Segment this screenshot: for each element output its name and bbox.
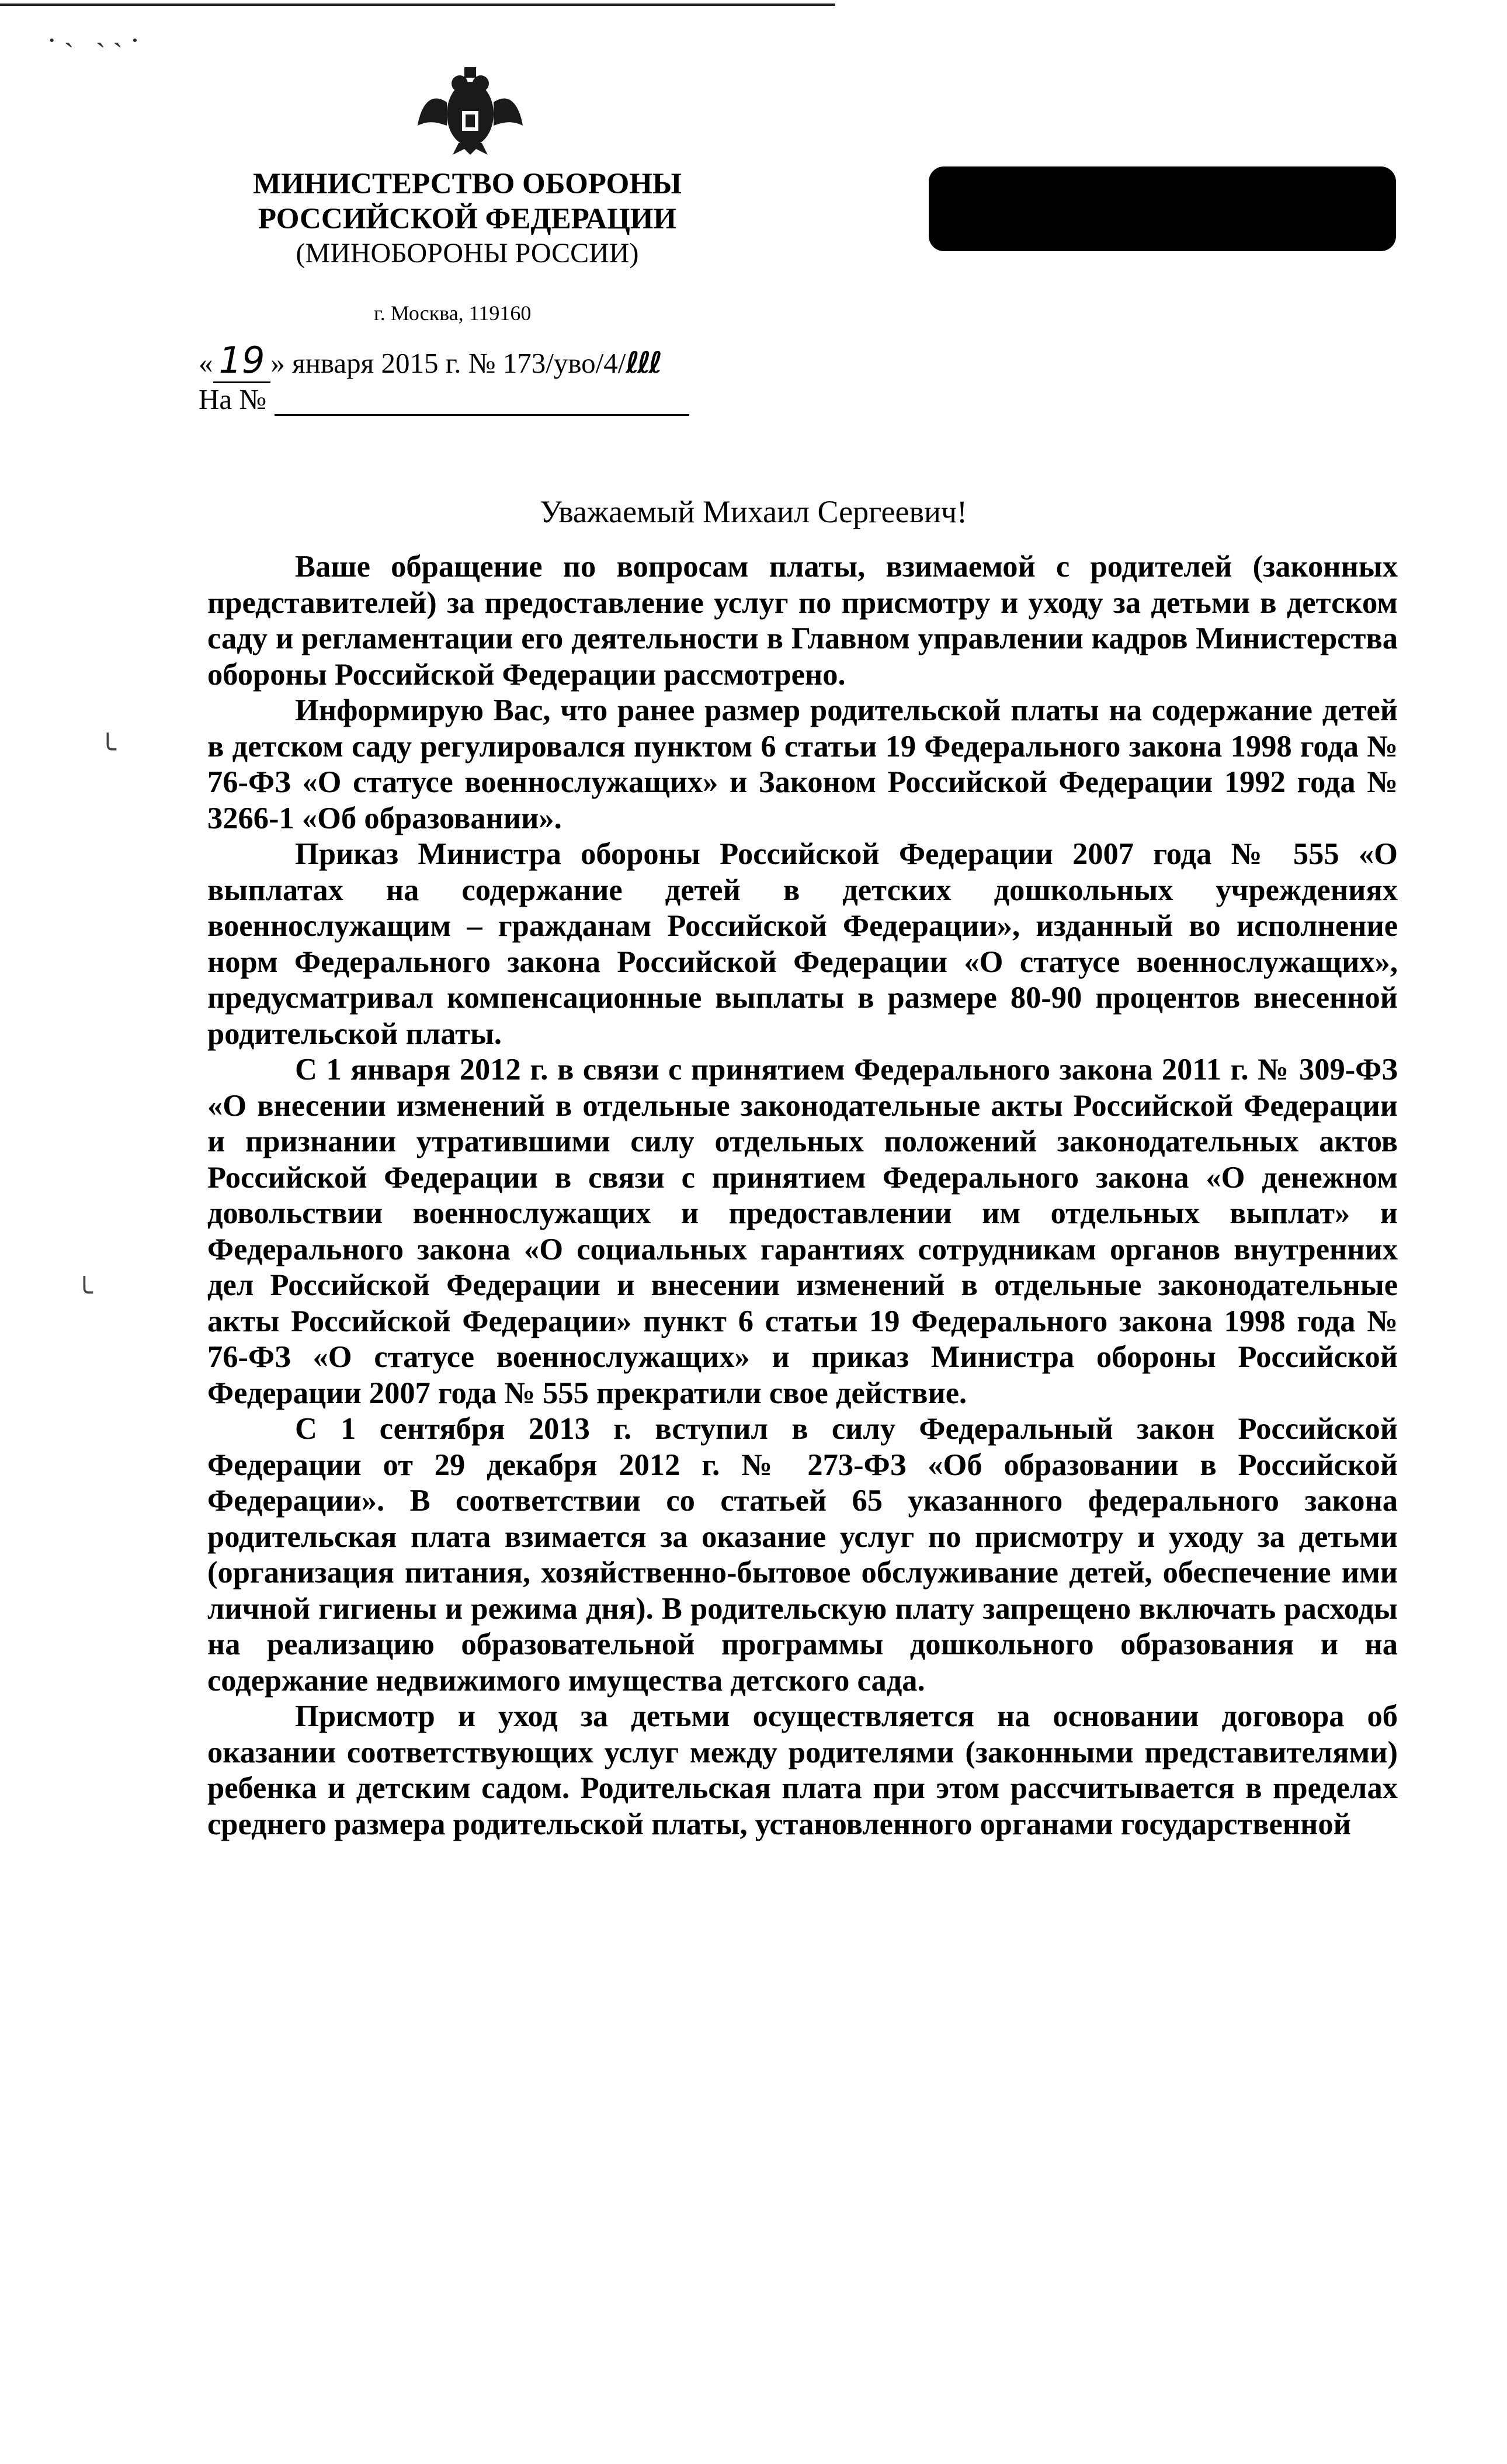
city-line: г. Москва, 119160 — [374, 301, 532, 325]
date-day: 19 — [213, 339, 271, 383]
reference-label: На № — [199, 383, 267, 415]
reference-blank — [275, 391, 689, 416]
reference-line — [199, 383, 689, 416]
paragraph: Присмотр и уход за детьми осуществляется на основании договора об оказании соответствующих услуг между родителями (законными представителями) ребенка и детским садом. Родительская плата при этом рассчитывается в пределах среднего размера родительской платы, установленного органами государственной — [207, 1699, 1398, 1841]
scan-edge-line — [0, 4, 835, 6]
margin-mark: ╰ — [99, 733, 116, 766]
ministry-header — [175, 166, 759, 270]
redacted-recipient — [929, 166, 1396, 251]
greeting: Уважаемый Михаил Сергеевич! — [539, 494, 968, 529]
paragraph: Приказ Министра обороны Российской Федерации 2007 года № 555 «О выплатах на содержание детей в детских дошкольных учреждениях военнослужащим – гражданам Российской Федерации», изданный во исполнение норм Федерального закона Российской Федерации «О статусе военнослужащих», предусматривал компенсационные выплаты в размере 80-90 процентов внесенной родительской платы. — [207, 837, 1398, 1051]
coat-of-arms-icon — [418, 67, 523, 155]
letter-body — [207, 549, 1398, 1842]
date-rest: » января 2015 г. № 173/уво/4/ — [270, 347, 626, 379]
ministry-short: (МИНОБОРОНЫ РОССИИ) — [296, 238, 639, 269]
scan-specks: ·˴ ˴˴· — [47, 24, 147, 57]
ref-scribble: ℓℓℓ — [626, 346, 661, 380]
paragraph: Информирую Вас, что ранее размер родительской платы на содержание детей в детском саду регулировался пунктом 6 статьи 19 Федерального закона 1998 года № 76-ФЗ «О статусе военнослужащих» и Законом Российской Федерации 1992 года № 3266-1 «Об образовании». — [207, 693, 1398, 835]
date-open-quote: « — [199, 347, 213, 379]
ministry-line1: МИНИСТЕРСТВО ОБОРОНЫ — [252, 168, 682, 200]
margin-mark: ╰ — [76, 1276, 93, 1309]
date-line — [199, 339, 660, 383]
ministry-line2: РОССИЙСКОЙ ФЕДЕРАЦИИ — [258, 203, 677, 235]
paragraph: С 1 сентября 2013 г. вступил в силу Федеральный закон Российской Федерации от 29 декабря 2012 г. № 273-ФЗ «Об образовании в Российской Федерации». В соответствии со статьей 65 указанного федерального закона родительская плата взимается за оказание услуг по присмотру и уходу за детьми (организация питания, хозяйственно-бытовое обслуживание детей, обеспечение ими личной гигиены и режима дня). В родительскую плату запрещено включать расходы на реализацию образовательной программы дошкольного образования и на содержание недвижимого имущества детского сада. — [207, 1412, 1398, 1698]
paragraph: Ваше обращение по вопросам платы, взимаемой с родителей (законных представителей) за предоставление услуг по присмотру и уходу за детьми в детском саду и регламентации его деятельности в Главном управлении кадров Министерства обороны Российской Федерации рассмотрено. — [207, 550, 1398, 692]
paragraph: С 1 января 2012 г. в связи с принятием Федерального закона 2011 г. № 309-ФЗ «О внесении изменений в отдельные законодательные акты Российской Федерации и признании утратившими силу отдельных положений законодательных актов Российской Федерации в связи с принятием Федерального закона «О денежном довольствии военнослужащих и предоставлении им отдельных выплат» и Федерального закона «О социальных гарантиях сотрудникам органов внутренних дел Российской Федерации и внесении изменений в отдельные законодательные акты Российской Федерации» пункт 6 статьи 19 Федерального закона 1998 года № 76-ФЗ «О статусе военнослужащих» и приказ Министра обороны Российской Федерации 2007 года № 555 прекратили свое действие. — [207, 1053, 1398, 1410]
